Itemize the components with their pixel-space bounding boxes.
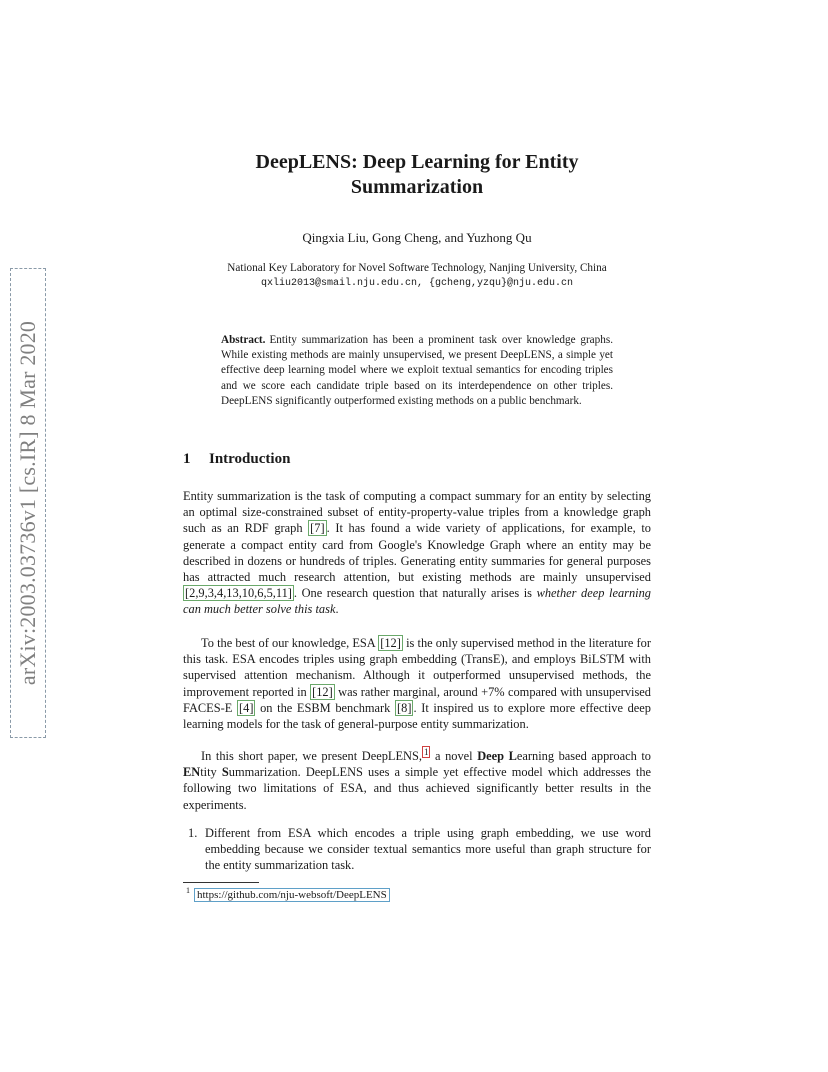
footnote-link[interactable]: 1 [423, 746, 429, 757]
citation-link[interactable]: [4] [239, 700, 254, 715]
p3-bold-l: L [508, 749, 517, 763]
section-title: Introduction [209, 451, 291, 467]
list-item [188, 825, 651, 874]
citation-link[interactable]: [12] [312, 684, 333, 699]
p3-text-b4: earning based approach to [516, 749, 651, 763]
citation-link[interactable]: [12] [380, 636, 401, 650]
footnote-mark: 1 [186, 886, 190, 895]
citation-link[interactable]: [2,9,3,4,13,10,6,5,11] [185, 586, 292, 601]
p1-text-b: . It has found a wide variety of applications, for example, to generate a compact entity card from Google's Knowledge Graph where an entity may be described in dozens or hundreds of triples. Generating entity summaries for general purposes has attracted much research attention, but existing methods are mainly unsupervised [183, 521, 651, 585]
affiliation: National Key Laboratory for Novel Software Technology, Nanjing University, China [227, 262, 607, 274]
p2-text-d: on the ESBM benchmark [255, 700, 396, 715]
p2-text-c: was rather marginal, around +7% compared with unsupervised FACES-E [183, 684, 651, 715]
section-heading [183, 451, 290, 468]
p3-bold-s: S [221, 765, 229, 780]
emails: qxliu2013@smail.nju.edu.cn, {gcheng,yzqu}@nju.edu.cn [260, 278, 574, 289]
section-number: 1 [183, 451, 191, 467]
p1-italic: whether deep learning can much better solve this task [183, 586, 651, 617]
p3-text-b: a novel [430, 749, 478, 763]
p3-bold-en: EN [183, 765, 201, 780]
p3-bold-deep: Deep [477, 749, 505, 763]
paragraph-1 [183, 488, 651, 618]
p1-text-a: Entity summarization is the task of computing a compact summary for an entity by selecting an optimal size-constrained subset of entity-property-value triples from a knowledge graph such as an RDF graph [183, 489, 651, 536]
citation-link[interactable]: [7] [310, 521, 325, 536]
authors: Qingxia Liu, Gong Cheng, and Yuzhong Qu [302, 230, 532, 245]
title-line-2: Summarization [350, 176, 484, 198]
footnote-rule [183, 882, 259, 883]
p2-text-e: . It inspired us to explore more effective deep learning models for the task of general-purpose entity summarization. [183, 700, 652, 732]
paragraph-2 [183, 635, 651, 732]
footnote-url-link[interactable]: https://github.com/nju-websoft/DeepLENS [194, 888, 390, 902]
p1-text-d: . [335, 602, 339, 617]
title-line-1: DeepLENS: Deep Learning for Entity [255, 151, 579, 173]
p3-text-a: In this short paper, we present DeepLENS, [201, 749, 422, 763]
abstract-label: Abstract. [221, 334, 266, 346]
p3-text-b6: tity [200, 765, 222, 780]
paper-title [183, 150, 651, 200]
citation-link[interactable]: [8] [397, 700, 412, 715]
list-item-number: 1. [188, 826, 198, 840]
p1-text-c: . One research question that naturally arises is [293, 586, 537, 601]
arxiv-id: arXiv:2003.03736v1 [cs.IR] 8 Mar 2020 [15, 320, 40, 686]
abstract-text: Entity summarization has been a prominent task over knowledge graphs. While existing methods are mainly unsupervised, we present DeepLENS, a simple yet effective deep learning model where we exploit textual semantics for encoding triples and we score each candidate triple based on its interdependence on other triples. DeepLENS significantly outperformed existing methods on a public benchmark. [221, 334, 613, 407]
limitations-list [188, 825, 651, 874]
affiliation-block [150, 260, 684, 292]
p2-text-b: is the only supervised method in the literature for this task. ESA encodes triples using graph embedding (TransE), and employs BiLSTM with supervised attention mechanism. Although it outperformed unsupervised methods, the improvement reported in [183, 636, 651, 699]
p2-text-a: To the best of our knowledge, ESA [201, 636, 379, 650]
list-item-text: Different from ESA which encodes a triple using graph embedding, we use word embedding because we consider textual semantics more useful than graph structure for the entity summarization task. [205, 826, 651, 873]
p3-text-b8: ummarization. DeepLENS uses a simple yet effective model which addresses the following two limitations of ESA, and thus achieved significantly better results in the experiments. [183, 765, 652, 812]
paragraph-3 [183, 748, 651, 813]
abstract [221, 333, 613, 409]
footnote [186, 886, 390, 901]
arxiv-stamp [10, 268, 46, 738]
